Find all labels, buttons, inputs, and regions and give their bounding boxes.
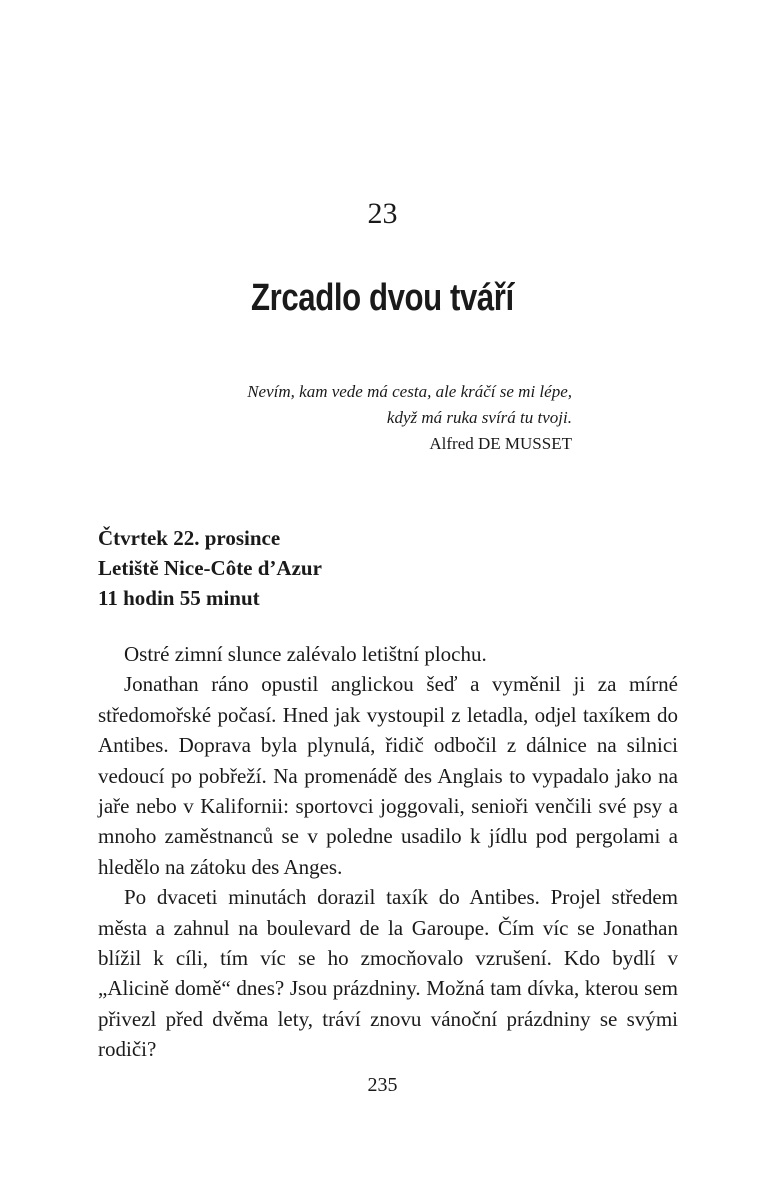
chapter-title: Zrcadlo dvou tváří xyxy=(251,277,514,319)
paragraph: Jonathan ráno opustil anglickou šeď a vyměnil ji za mírné středomořské počasí. Hned jak vystoupil z letadla, odjel taxíkem do Antibes. Doprava byla plynulá, řidič odbočil z dálnice na silnici vedoucí po pobřeží. Na promenádě des Anglais to vypadalo jako na jaře nebo v Kalifornii: sportovci joggovali, senioři venčili své psy a mnoho zaměstnanců se v poledne usadilo k jídlu pod pergolami a hledělo na zátoku des Anges. xyxy=(98,672,678,879)
dateline-day: Čtvrtek 22. prosince xyxy=(98,526,281,550)
epigraph-author: Alfred DE MUSSET xyxy=(429,434,572,453)
dateline-time: 11 hodin 55 minut xyxy=(98,586,260,610)
page-number: 235 xyxy=(367,1074,398,1096)
epigraph xyxy=(247,379,572,457)
epigraph-line: když má ruka svírá tu tvoji. xyxy=(386,408,572,427)
body-text xyxy=(98,639,678,1065)
chapter-number: 23 xyxy=(367,197,398,230)
epigraph-line: Nevím, kam vede má cesta, ale kráčí se mi lépe, xyxy=(247,382,572,401)
dateline xyxy=(98,523,322,613)
dateline-place: Letiště Nice-Côte d’Azur xyxy=(98,556,322,580)
paragraph: Po dvaceti minutách dorazil taxík do Antibes. Projel středem města a zahnul na boulevard de la Garoupe. Čím víc se Jonathan blížil k cíli, tím víc se ho zmocňovalo vzrušení. Kdo bydlí v „Alicině domě“ dnes? Jsou prázdniny. Možná tam dívka, kterou sem přivezl před dvěma lety, tráví znovu vánoční prázdniny se svými rodiči? xyxy=(98,885,678,1062)
paragraph: Ostré zimní slunce zalévalo letištní plochu. xyxy=(124,642,487,666)
